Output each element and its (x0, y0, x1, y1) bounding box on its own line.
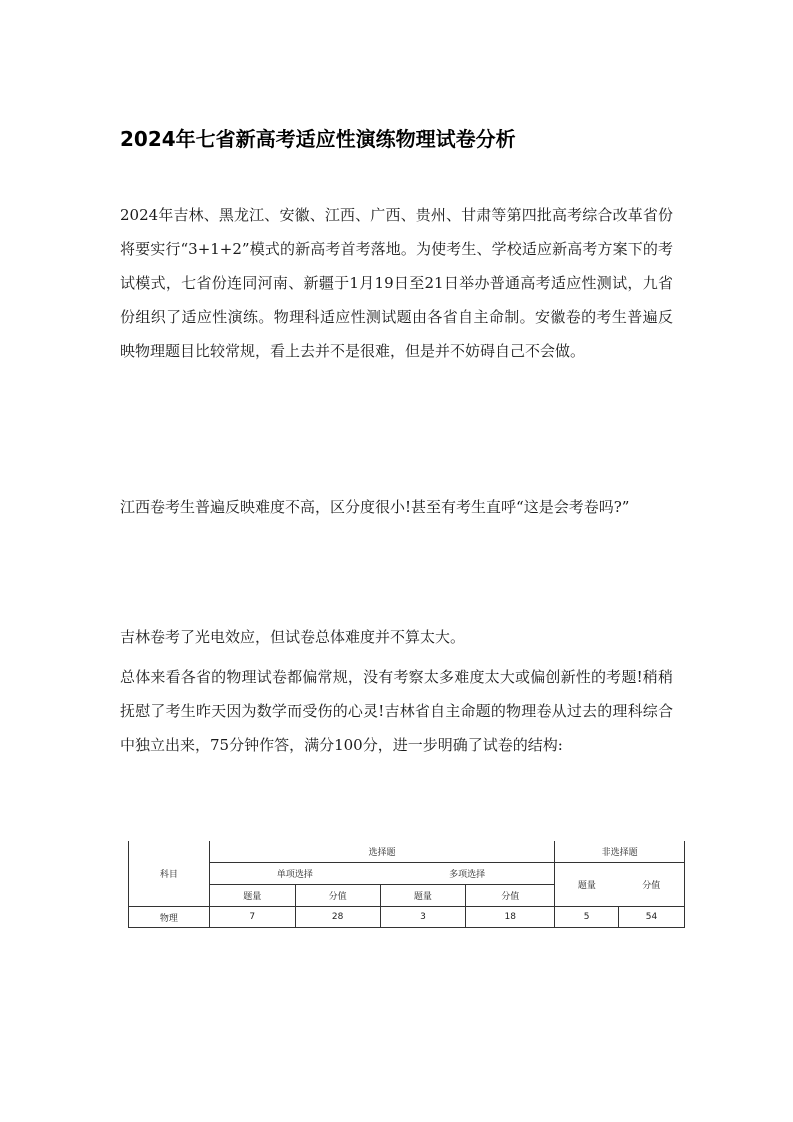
non-choice-header: 非选择题 (555, 841, 685, 863)
multi-count-header: 题量 (380, 885, 466, 907)
paragraph-intro: 2024年吉林、黑龙江、安徽、江西、广西、贵州、甘肃等第四批高考综合改革省份将要实行“3+1+2”模式的新高考首考落地。为使考生、学校适应新高考方案下的考试模式，七省份连同河南、新疆于1月19日至21日举办普通高考适应性测试，九省份组织了适应性演练。物理科适应性测试题由各省自主命制。安徽卷的考生普遍反映物理题目比较常规，看上去并不是很难，但是并不妨碍自己不会做。 (120, 206, 673, 360)
paragraph-jiangxi: 江西卷考生普遍反映难度不高，区分度很小!甚至有考生直呼“这是会考卷吗?” (120, 498, 630, 516)
row-single-score: 28 (295, 907, 380, 928)
exam-structure-table (128, 841, 685, 928)
row-non-choice-score: 54 (619, 907, 685, 928)
single-score-header: 分值 (295, 885, 380, 907)
multi-score-header: 分值 (466, 885, 555, 907)
non-choice-count-header: 题量 (555, 863, 619, 907)
choice-header: 选择题 (209, 841, 554, 863)
page-title: 2024年七省新高考适应性演练物理试卷分析 (120, 127, 516, 151)
row-multi-score: 18 (466, 907, 555, 928)
non-choice-score-header: 分值 (619, 863, 685, 907)
row-single-count: 7 (209, 907, 295, 928)
table-row (129, 907, 685, 928)
subject-header: 科目 (129, 841, 210, 907)
row-non-choice-count: 5 (555, 907, 619, 928)
paragraph-jilin: 吉林卷考了光电效应，但试卷总体难度并不算太大。 (120, 628, 466, 646)
row-multi-count: 3 (380, 907, 466, 928)
paragraph-summary: 总体来看各省的物理试卷都偏常规，没有考察太多难度太大或偏创新性的考题!稍稍抚慰了考生昨天因为数学而受伤的心灵!吉林省自主命题的物理卷从过去的理科综合中独立出来，75分钟作答，满分100分，进一步明确了试卷的结构: (120, 668, 673, 754)
single-choice-header: 单项选择 (209, 863, 380, 885)
multi-choice-header: 多项选择 (380, 863, 555, 885)
row-subject: 物理 (129, 907, 210, 928)
single-count-header: 题量 (209, 885, 295, 907)
